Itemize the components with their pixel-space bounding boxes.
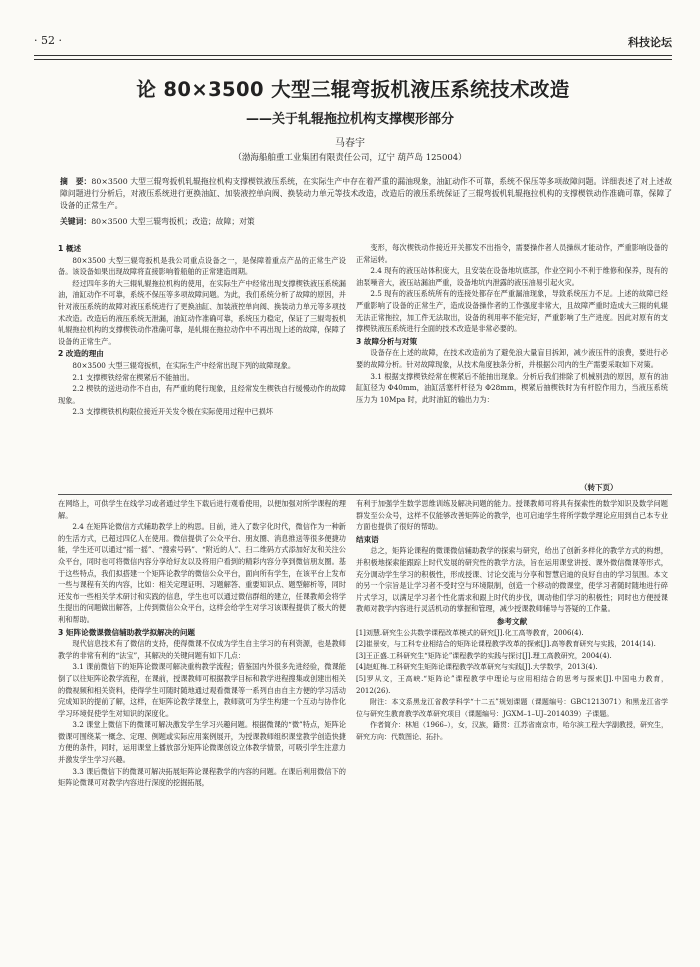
paragraph: 3.2 课堂上微信下的微课可解决激发学生学习兴趣问题。根据微课的“微”特点，矩阵论微课可围绕某一概念、定理、例题或实际应用案例展开，为授课教师组织课堂教学创造快捷方便的条件，同时，运用课堂上播放部分矩阵论微课创设立体教学情景，可吸引学生注意力并激发学生学习兴趣。 (58, 720, 346, 765)
abstract-text: 80×3500 大型三辊弯扳机轧辊拖拉机构支撑楔铁液压系统，在实际生产中存在着严重的漏油现象，油缸动作不可靠，系统不保压等多项故障问题。详细表述了对上述故障问题进行分析后，对液压系统进行更换油缸、加装液控单向阀、换装动力单元等技术改造，改造后的液压系统保证了三辊弯扳机轧辊拖拉机构的支撑楔铁动作准确可靠，保障了设备的正常生产。 (60, 177, 672, 210)
author-note: 作者简介：林旭（1966–），女，汉族，籍贯：江苏省南京市，哈尔滨工程大学副教授，研究生，研究方向：代数图论、拓扑。 (356, 721, 668, 741)
page-number: · 52 · (34, 34, 62, 47)
continued-label: （转下页） (580, 483, 618, 492)
abstract-label: 摘 要： (60, 177, 92, 186)
paragraph: 3.1 根据支撑楔铁经常在楔紧后不能抽出现象。分析后我们排除了机械别劲的原因，原有的油缸缸径为 Φ40mm，油缸活塞杆杆径为 Φ28mm，楔紧后抽楔铁时为有杆腔作用力，当液压系统压力为 10Mpa 时，此时油缸的输出力为： (356, 371, 668, 404)
reference-item: [2]崔景安，与工科专业相结合的矩阵论课程教学改革的探索[J].高等教育研究与实践，2014(14). (356, 640, 656, 649)
paragraph: 80×3500 大型三辊弯扳机是我公司重点设备之一，是保障着重点产品的正常生产设备。该设备如果出现故障将直接影响着船舶的正常建造周期。 (58, 255, 346, 277)
paragraph: 经过四年多的大三辊轧辊拖拉机构的使用，在实际生产中经常出现支撑楔铁液压系统漏油，油缸动作不可靠，系统不保压等多项故障问题。为此，我们系统分析了故障的原因，并针对液压系统的故障对液压系统进行了更换油缸、加装液控单向阀、换装动力单元等多项技术改造。改造后的液压系统无泄漏，油缸动作准确可靠，系统压力稳定，保证了三辊弯扳机轧辊拖拉机构的支撑楔铁动作准确可靠，是轧辊在拖拉动作中不再出现上述的故障，保障了设备的正常生产。 (58, 278, 346, 346)
heading-reason: 2 改造的理由 (58, 349, 104, 359)
header-rule-thick (34, 55, 672, 56)
article-affiliation: （渤海船舶重工业集团有限责任公司，辽宁 葫芦岛 125004） (233, 153, 467, 163)
paragraph: 2.5 现有的液压系统所有的连接处都存在严重漏油现象，导致系统压力不足。上述的故障已经严重影响了设备的正常生产，造成设备操作者的工作强度非常大，且故障严重时造成大三辊的轧辊无法正常拖拉，加工件无法取出，设备的利用率不能完好，严重影响了生产进度。因此对原有的支撑楔铁液压系统进行全面的技术改造是非常必要的。 (356, 289, 668, 334)
paragraph: 3.3 课后微信下的微课可解决拓展矩阵论课程教学的内容的问题。在课后利用微信下的矩阵论微课可对教学内容进行深度的挖掘拓展， (58, 766, 346, 788)
reference-item: [5]罗从文，王高峡.“矩阵论”课程教学中理论与应用相结合的思考与探索[J].中国电力教育，2012(26). (356, 674, 668, 695)
heading-problems: 3 矩阵论微课微信辅助教学拟解决的问题 (58, 627, 196, 637)
keywords (60, 216, 672, 228)
column-top-left (58, 242, 346, 494)
abstract (60, 176, 672, 212)
running-header (34, 34, 672, 50)
paragraph: 2.3 支撑楔铁机构限位接近开关发令极在实际使用过程中已损坏 (72, 407, 273, 417)
fund-note: 附注：本文系黑龙江省教学科学“十二五”规划课题（课题编号：GBC1213071）和黑龙江省学位与研究生教育教学改革研究项目（课题编号：JGXM–1–UJ–2014039）子课题。 (356, 698, 668, 718)
reference-item: [3]王正盛.工科研究生“矩阵论”课程教学的实践与探讨[J].理工高教研究，2004(4). (356, 651, 612, 660)
paragraph: 2.4 现有的液压站体积庞大，且安装在设备地坑底部，作业空间小不利于维修和保养，现有的油泵噪音大，液压站漏油严重，设备地坑内泄露的液压油易引起火灾。 (356, 266, 668, 287)
column-bottom-left (58, 498, 346, 958)
heading-references: 参考文献 (496, 616, 528, 626)
paragraph: 在网络上，可供学生在线学习或者通过学生下载后进行观看使用，以便加强对所学课程的理解。 (58, 499, 346, 520)
paragraph: 3.1 课前微信下的矩阵论微课可解决重构教学流程；借鉴国内外很多先进经验，微课能倒了以往矩阵论教学流程，在课前，授课教师可根据教学目标和教学进程搜集或创建出相关的微视频和相关资料，使得学生可随时随地通过观看微课等一系列自由自主方便的学习活动完成知识的提前了解，这样，在矩阵论教学课堂上，教师就可为学生构建一个互动与协作化学习环境促使学生对知识的深度化。 (58, 662, 346, 718)
paragraph: 2.4 在矩阵论微信方式辅助教学上的构思。目前，进入了数字化时代，微信作为一种新的生活方式，已超过四亿人在使用。微信提供了公众平台、朋友圈、消息推送等很多便捷功能，学生还可以通过“摇一摇”、“搜索号码”、“附近的人”、扫二维码方式添加好友和关注公众平台，同时也可将微信内容分享给好友以及将用户看到的精彩内容分享到微信朋友圈。基于这些特点，我们拟搭建一个矩阵论教学的微信公众平台，面向所有学生，在该平台上发布一些与课程有关的内容，比如：相关定理证明、习题解答、重要知识点、题型解析等，同时还发布一些相关学术研讨和实践的信息，学生也可以通过微信群组的建立，任课教师会将学生提出的问题做出解答，上传到微信公众平台，这样会给学生对学习该课程提供了极大的便利和帮助。 (58, 522, 346, 624)
section-label: 科技论坛 (628, 36, 672, 49)
paragraph: 总之，矩阵论课程的微课微信辅助教学的探索与研究，给出了创新多样化的教学方式的构想，并积极地探索能跟踪上时代发展的研究性的教学方法，旨在运用课堂讲授、课外微信微课等形式，充分调动学生学习的积极性，形成授课、讨论交流与分享和智慧启迪的良好自由的学习氛围。本文的另一个宗旨是让学习者不受时空与环境限制，创造一个移动的微课堂，使学习者随时随地进行碎片式学习，以满足学习者个性化需求和跟上时代的步伐，调动他们学习的积极性；同时也方便授课教师对教学内容进行灵活机动的掌握和管理，减少授课教师辅导与答疑的工作量。 (356, 546, 668, 614)
reference-item: [4]赵虹梅.工科研究生矩阵论课程教学改革研究与实践[J].大学数学，2013(4). (356, 663, 598, 672)
heading-analysis: 3 故障分析与对策 (356, 336, 418, 346)
article-title: 论 80×3500 大型三辊弯扳机液压系统技术改造 (136, 78, 570, 101)
keywords-label: 关键词： (60, 217, 92, 226)
paragraph: 设备存在上述的故障，在技术改造前为了避免浪大量盲目拆卸，减少液压件的浪费，要进行必要的故障分析。针对故障现象，从技术角度独条分析，并根据公司内的生产需要采取如下对策。 (356, 348, 668, 369)
heading-overview: 1 概述 (58, 244, 82, 253)
paragraph: 2.2 楔铁的送进动作不自由，有严重的爬行现象，且经常发生楔铁自行缓慢动作的故障现象。 (58, 384, 346, 405)
article-author: 马春宇 (335, 138, 365, 149)
paragraph: 变形，每次楔铁动作接近开关都发不出指令，需要操作者人员操纵才能动作，严重影响设备的正常运转。 (356, 243, 668, 264)
column-top-right (356, 242, 668, 480)
article-subtitle: ——关于轧辊拖拉机构支撑楔形部分 (245, 112, 454, 127)
paragraph: 80×3500 大型三辊弯扳机，在实际生产中经常出现下列的故障现象。 (72, 360, 296, 370)
paragraph: 2.1 支撑楔铁经常在楔紧后不能抽出。 (72, 372, 194, 382)
heading-conclusion: 结束语 (356, 534, 379, 544)
article-divider (58, 494, 672, 495)
keywords-text: 80×3500 大型三辊弯扳机；改造；故障；对策 (91, 217, 255, 226)
reference-item: [1]刘慧.研究生公共数学课程改革模式的研究[J].化工高等教育，2006(4). (356, 628, 584, 637)
paragraph: 现代信息技术有了微信的支持，使得微课不仅成为学生自主学习的有利资源，也是教师教学的非常有利的“法宝”，其解决的关键问题有如下几点： (58, 639, 346, 660)
column-bottom-right (356, 498, 668, 958)
header-rule-thin (34, 59, 672, 60)
paragraph: 有利于加强学生数学思维训练及解决问题的能力。授课教师可将具有探索性的数学知识及数学问题群发至公众号，这样不仅能够改善矩阵论的教学，也可启迪学生将所学数学理论应用到自己本专业方面也提供了很好的帮助。 (356, 499, 668, 532)
